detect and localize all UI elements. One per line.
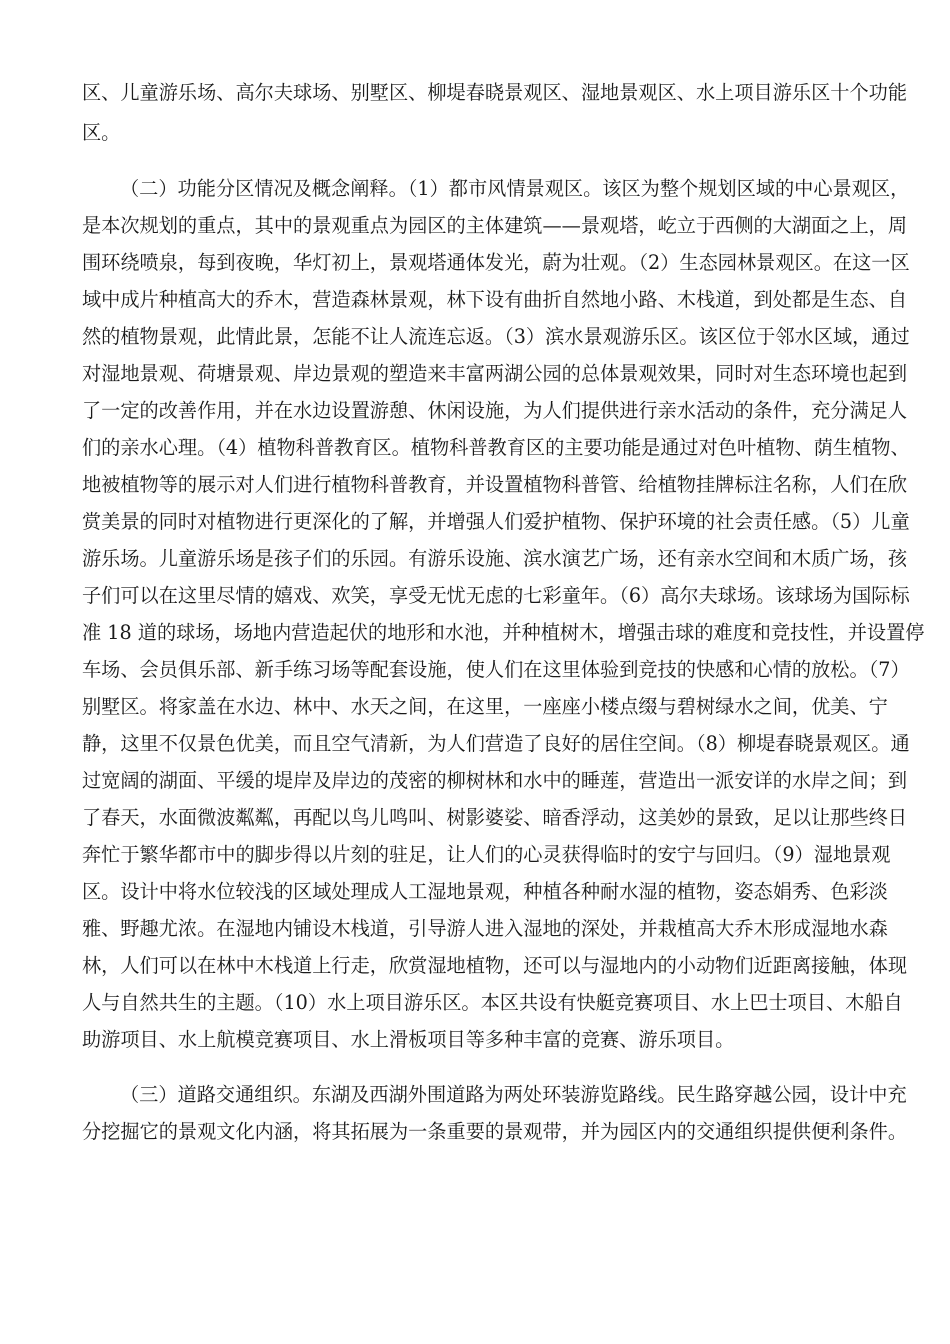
text-line: 围环绕喷泉，每到夜晚，华灯初上，景观塔通体发光，蔚为壮观。（2）生态园林景观区。在这一区: [82, 251, 910, 274]
text-line: 地被植物等的展示对人们进行植物科普教育，并设置植物科普管、给植物挂牌标注名称，人们在欣: [82, 473, 908, 496]
text-line: 静，这里不仅景色优美，而且空气清新，为人们营造了良好的居住空间。（8）柳堤春晓景观区。通: [82, 732, 910, 755]
paragraph-3-first-line: （三）道路交通组织。东湖及西湖外围道路为两处环装游览路线。民生路穿越公园，设计中充: [120, 1083, 907, 1106]
text-line: 区。: [82, 121, 121, 144]
text-line: 区。设计中将水位较浅的区域处理成人工湿地景观，种植各种耐水湿的植物，姿态娟秀、色彩淡: [82, 880, 888, 903]
text-line: 们的亲水心理。（4）植物科普教育区。植物科普教育区的主要功能是通过对色叶植物、荫生植物、: [82, 436, 910, 459]
text-line: 游乐场。儿童游乐场是孩子们的乐园。有游乐设施、滨水演艺广场，还有亲水空间和木质广场，孩: [82, 547, 908, 570]
text-line: 区、儿童游乐场、高尔夫球场、别墅区、柳堤春晓景观区、湿地景观区、水上项目游乐区十个功能: [82, 81, 908, 104]
text-line: 过宽阔的湖面、平缓的堤岸及岸边的茂密的柳树林和水中的睡莲，营造出一派安详的水岸之间；到: [82, 769, 908, 792]
text-line: 域中成片种植高大的乔木，营造森林景观，林下设有曲折自然地小路、木栈道，到处都是生态、自: [82, 288, 908, 311]
text-line: 雅、野趣尤浓。在湿地内铺设木栈道，引导游人进入湿地的深处，并栽植高大乔木形成湿地水森: [82, 917, 888, 940]
text-line: 人与自然共生的主题。（10）水上项目游乐区。本区共设有快艇竞赛项目、水上巴士项目、木船自: [82, 991, 903, 1014]
text-line: 了一定的改善作用，并在水边设置游憩、休闲设施，为人们提供进行亲水活动的条件，充分满足人: [82, 399, 908, 422]
text-line: 了春天，水面微波粼粼，再配以鸟儿鸣叫、树影婆娑、暗香浮动，这美妙的景致，足以让那些终日: [82, 806, 908, 829]
text-line: 然的植物景观，此情此景，怎能不让人流连忘返。（3）滨水景观游乐区。该区位于邻水区域，通过: [82, 325, 910, 348]
text-line: 别墅区。将家盖在水边、林中、水天之间，在这里，一座座小楼点缀与碧树绿水之间，优美、宁: [82, 695, 888, 718]
text-line: 助游项目、水上航模竞赛项目、水上滑板项目等多种丰富的竞赛、游乐项目。: [82, 1028, 735, 1051]
paragraph-2-first-line: （二）功能分区情况及概念阐释。（1）都市风情景观区。该区为整个规划区域的中心景观区，: [120, 177, 910, 200]
text-line: 是本次规划的重点，其中的景观重点为园区的主体建筑——景观塔，屹立于西侧的大湖面之上，周: [82, 214, 908, 237]
text-line: 对湿地景观、荷塘景观、岸边景观的塑造来丰富两湖公园的总体景观效果，同时对生态环境也起到: [82, 362, 908, 385]
text-line: 赏美景的同时对植物进行更深化的了解，并增强人们爱护植物、保护环境的社会责任感。（5）儿童: [82, 510, 910, 533]
text-line: 分挖掘它的景观文化内涵，将其拓展为一条重要的景观带，并为园区内的交通组织提供便利条件。: [82, 1120, 908, 1143]
text-line: 子们可以在这里尽情的嬉戏、欢笑，享受无忧无虑的七彩童年。（6）高尔夫球场。该球场为国际标: [82, 584, 910, 607]
text-line: 车场、会员俱乐部、新手练习场等配套设施，使人们在这里体验到竞技的快感和心情的放松。（7）: [82, 658, 910, 681]
text-line: 林，人们可以在林中木栈道上行走，欣赏湿地植物，还可以与湿地内的小动物们近距离接触，体现: [82, 954, 908, 977]
text-line: 准 18 道的球场，场地内营造起伏的地形和水池，并种植树木，增强击球的难度和竞技性，并设置停: [82, 621, 925, 644]
text-line: 奔忙于繁华都市中的脚步得以片刻的驻足，让人们的心灵获得临时的安宁与回归。（9）湿地景观: [82, 843, 891, 866]
